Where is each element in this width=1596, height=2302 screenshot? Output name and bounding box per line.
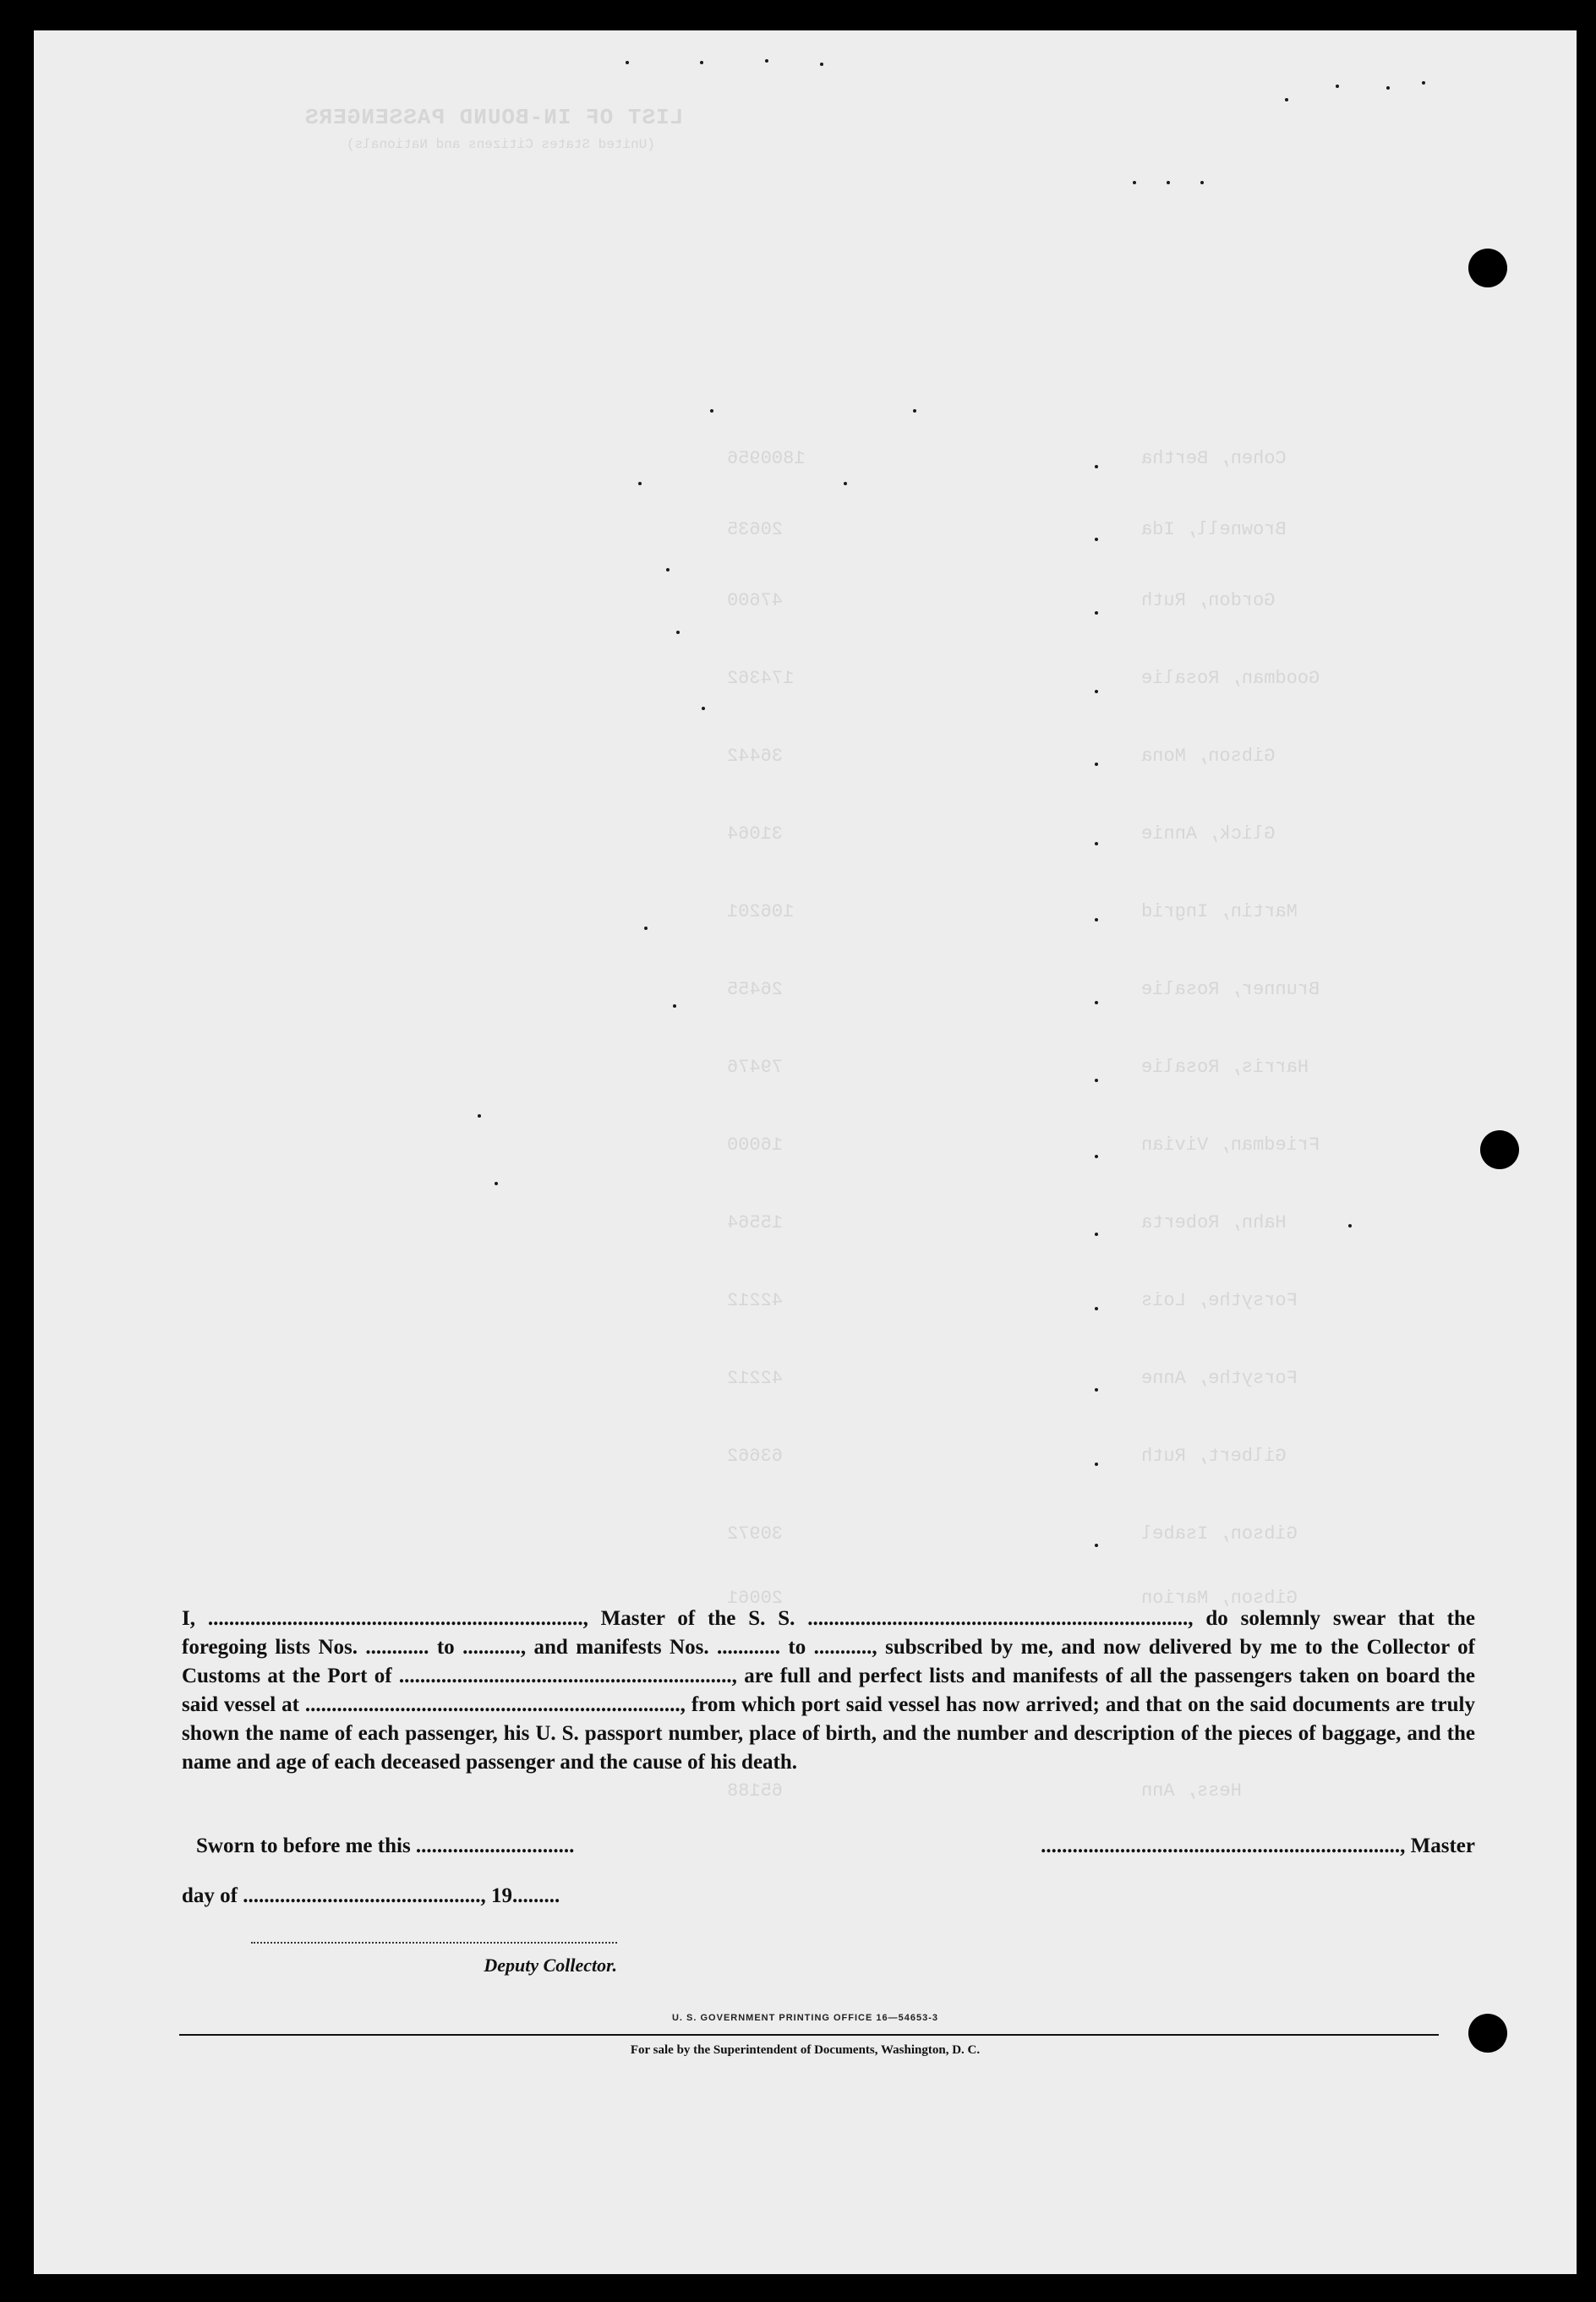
- ink-speck: [913, 409, 916, 413]
- bleed-row-id: 174362: [727, 668, 795, 689]
- footer-rule: [179, 2034, 1439, 2036]
- document-page: [34, 30, 1577, 2274]
- ink-speck: [644, 927, 648, 930]
- bleed-row-id: 26455: [727, 979, 784, 1000]
- bleed-row-name: Gordon, Ruth: [1141, 590, 1276, 611]
- bleed-row-id: 15564: [727, 1212, 784, 1233]
- ink-speck: [1095, 1307, 1098, 1310]
- ink-speck: [844, 482, 847, 485]
- bleed-row-name: Brownell, Ida: [1141, 519, 1287, 540]
- ink-speck: [1095, 1544, 1098, 1547]
- bleed-row-id: 31064: [727, 823, 784, 845]
- bleed-row-id: 36442: [727, 746, 784, 767]
- ink-speck: [1095, 842, 1098, 845]
- ink-speck: [1095, 763, 1098, 766]
- ink-speck: [1095, 1001, 1098, 1004]
- ink-speck: [638, 482, 642, 485]
- bleed-row-id: 47600: [727, 590, 784, 611]
- bleed-row-name: Gilbert, Ruth: [1141, 1446, 1287, 1467]
- bleed-row-id: 1800956: [727, 448, 806, 469]
- bleed-row-id: 65188: [727, 1780, 784, 1802]
- ink-speck: [673, 1004, 676, 1008]
- bleed-row-name: Hahn, Roberta: [1141, 1212, 1287, 1233]
- bleed-row-name: Cohen, Bertha: [1141, 448, 1287, 469]
- ink-speck: [478, 1114, 481, 1118]
- bleed-row-name: Brunner, Rosalie: [1141, 979, 1320, 1000]
- ink-speck: [702, 707, 705, 710]
- ink-speck: [1095, 465, 1098, 468]
- oath-paragraph: [182, 1605, 1475, 1777]
- ink-speck: [676, 631, 680, 634]
- ink-speck: [1095, 1079, 1098, 1082]
- bleed-row-id: 20061: [727, 1588, 784, 1609]
- day-of-line: day of ............................................., 19.........: [182, 1884, 560, 1907]
- bleed-row-name: Forsythe, Lois: [1141, 1290, 1298, 1311]
- ink-speck: [1095, 1388, 1098, 1392]
- punch-hole-middle: [1480, 1130, 1519, 1169]
- bleed-row-name: Martin, Ingrid: [1141, 901, 1298, 922]
- bleed-row-name: Glick, Annie: [1141, 823, 1276, 845]
- bleed-row-id: 106201: [727, 901, 795, 922]
- sworn-line: Sworn to before me this ..............................: [196, 1834, 575, 1857]
- bleed-header-line: (United States Citizens and Nationals): [347, 137, 655, 152]
- ink-speck: [1386, 86, 1390, 90]
- ink-speck: [700, 61, 703, 64]
- bleed-header-line: LIST OF IN-BOUND PASSENGERS: [304, 105, 684, 130]
- ink-speck: [1095, 918, 1098, 921]
- bleed-row-id: 16000: [727, 1135, 784, 1156]
- ink-speck: [710, 409, 713, 413]
- ink-speck: [1095, 1463, 1098, 1466]
- bleed-row-name: Harris, Rosalie: [1141, 1057, 1309, 1078]
- bleed-row-id: 63662: [727, 1446, 784, 1467]
- printing-office-imprint: U. S. GOVERNMENT PRINTING OFFICE 16—54653-3: [671, 2013, 938, 2023]
- ink-speck: [820, 63, 823, 66]
- bleed-row-name: Goodman, Rosalie: [1141, 668, 1320, 689]
- ink-speck: [1133, 181, 1136, 184]
- ink-speck: [1422, 81, 1425, 85]
- ink-speck: [666, 568, 670, 571]
- ink-speck: [765, 59, 768, 63]
- bleed-row-id: 42212: [727, 1368, 784, 1389]
- ink-speck: [1095, 611, 1098, 615]
- ink-speck: [495, 1182, 498, 1185]
- deputy-collector-label: Deputy Collector.: [484, 1955, 617, 1976]
- bleed-row-id: 79476: [727, 1057, 784, 1078]
- bleed-row-name: Forsythe, Anne: [1141, 1368, 1298, 1389]
- ink-speck: [1167, 181, 1170, 184]
- master-signature-line: ...................................................................., Master: [1041, 1834, 1475, 1857]
- ink-speck: [1095, 1155, 1098, 1158]
- deputy-signature-rule: [251, 1942, 617, 1944]
- bleed-row-name: Friedman, Vivian: [1141, 1135, 1320, 1156]
- bleed-row-id: 20635: [727, 519, 784, 540]
- ink-speck: [1200, 181, 1204, 184]
- ink-speck: [1348, 1224, 1352, 1228]
- oath-text: I, ......................................................................., Master of the S. S. ........................................................................, do solemnly swear that the foregoing lists Nos. ............ to ..........., and manifests Nos. ............ to ..........., subscribed by me, and now delivered by me to the Collector of Customs at the Port of ..............................................................., are full and perfect lists and manifests of all the passengers taken on board the said vessel at ......................................................................., from which port said vessel has now arrived; and that on the said documents are truly shown the name of each passenger, his U. S. passport number, place of birth, and the number and description of the pieces of baggage, and the name and age of each deceased passenger and the cause of his death.: [182, 1607, 1475, 1774]
- ink-speck: [1095, 1233, 1098, 1236]
- bleed-row-name: Gibson, Isabel: [1141, 1523, 1298, 1545]
- bleed-row-id: 30972: [727, 1523, 784, 1545]
- for-sale-notice: For sale by the Superintendent of Documents, Washington, D. C.: [630, 2043, 981, 2057]
- bleed-row-name: Hess, Ann: [1141, 1780, 1242, 1802]
- ink-speck: [1336, 85, 1339, 88]
- ink-speck: [626, 61, 629, 64]
- punch-hole-top: [1468, 249, 1507, 287]
- ink-speck: [1285, 98, 1288, 101]
- bleed-row-name: Gibson, Mona: [1141, 746, 1276, 767]
- bleed-row-id: 42212: [727, 1290, 784, 1311]
- ink-speck: [1095, 538, 1098, 541]
- bleed-row-name: Gibson, Marion: [1141, 1588, 1298, 1609]
- ink-speck: [1095, 690, 1098, 693]
